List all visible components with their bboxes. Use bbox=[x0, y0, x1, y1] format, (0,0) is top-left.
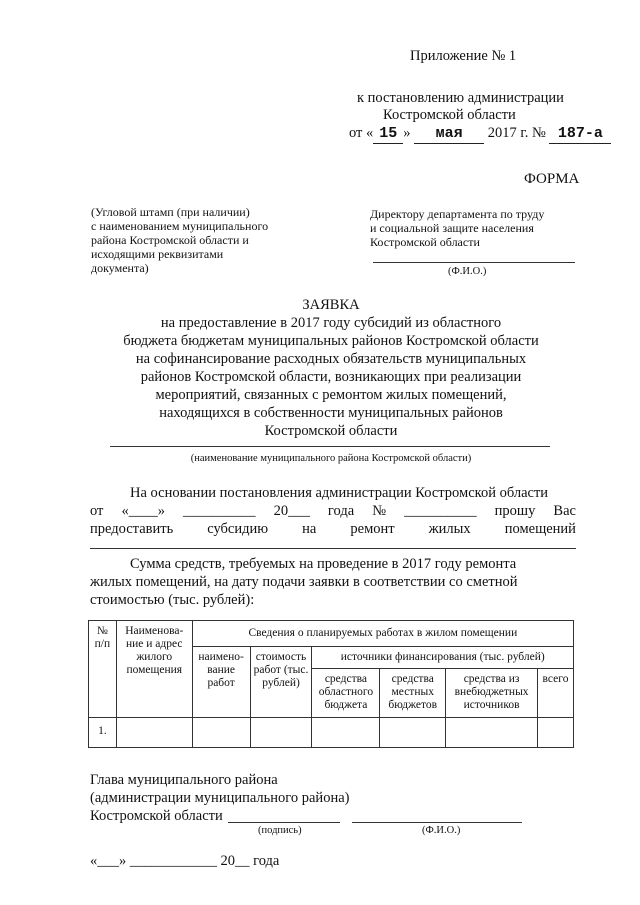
body-p1-line1: На основании постановления администрации Костромской области bbox=[130, 485, 549, 501]
cell-empty bbox=[380, 718, 446, 748]
word: субсидию bbox=[207, 521, 269, 537]
signature-sign-caption: (подпись) bbox=[258, 825, 302, 836]
cell-empty bbox=[192, 718, 250, 748]
cell-empty bbox=[116, 718, 192, 748]
th-src-local: средства местных бюджетов bbox=[380, 669, 446, 718]
cell-num: 1. bbox=[89, 718, 117, 748]
word: от bbox=[90, 503, 104, 519]
th-num: № п/п bbox=[89, 621, 117, 718]
cell-empty bbox=[250, 718, 312, 748]
body-p1-line2 bbox=[90, 502, 576, 520]
stamp-line: исходящими реквизитами bbox=[91, 247, 224, 261]
addressee-line: Костромской области bbox=[370, 235, 480, 249]
word: Вас bbox=[553, 503, 576, 519]
th-src-regional: средства областного бюджета bbox=[312, 669, 380, 718]
th-work-name: наимено-вание работ bbox=[192, 647, 250, 718]
stamp-block bbox=[91, 205, 268, 275]
word: прошу bbox=[494, 503, 536, 519]
cell-empty bbox=[312, 718, 380, 748]
stamp-line: документа) bbox=[91, 261, 149, 275]
appendix-ref-line1: к постановлению администрации bbox=[357, 90, 564, 106]
title-line: бюджета бюджетам муниципальных районов Костромской области bbox=[123, 333, 539, 349]
signature-line2: (администрации муниципального района) bbox=[90, 790, 350, 806]
signature-line1: Глава муниципального района bbox=[90, 772, 278, 788]
date-year: 2017 г. № bbox=[487, 125, 546, 141]
title-line: на софинансирование расходных обязательств муниципальных bbox=[135, 351, 527, 367]
works-table bbox=[88, 620, 574, 748]
date-day: 15 bbox=[373, 125, 403, 144]
application-title bbox=[88, 296, 574, 440]
word: __________ bbox=[183, 503, 256, 519]
form-label: ФОРМА bbox=[524, 171, 580, 187]
title-line: находящихся в собственности муниципальных районов bbox=[159, 405, 503, 421]
date-mid: » bbox=[403, 125, 411, 141]
body-p2-line1: Сумма средств, требуемых на проведение в 2017 году ремонта bbox=[130, 556, 517, 572]
appendix-date-line bbox=[349, 124, 611, 144]
signature-sign-line bbox=[228, 822, 340, 823]
date-prefix: от « bbox=[349, 125, 374, 141]
district-name-line bbox=[110, 446, 550, 447]
word: помещений bbox=[504, 521, 576, 537]
title-heading: ЗАЯВКА bbox=[302, 297, 360, 313]
date-month: мая bbox=[414, 125, 484, 144]
signature-date: «___» ____________ 20__ года bbox=[90, 853, 280, 869]
title-line: на предоставление в 2017 году субсидий из областного bbox=[160, 315, 502, 331]
appendix-title: Приложение № 1 bbox=[410, 48, 517, 64]
th-src-extra: средства из внебюджетных источников bbox=[446, 669, 538, 718]
th-sources: источники финансирования (тыс. рублей) bbox=[312, 647, 574, 669]
stamp-line: с наименованием муниципального bbox=[91, 219, 269, 233]
addressee-fio-line bbox=[373, 262, 575, 263]
cell-empty bbox=[538, 718, 574, 748]
word: года bbox=[327, 503, 355, 519]
signature-line3: Костромской области bbox=[90, 808, 223, 824]
word: предоставить bbox=[90, 521, 174, 537]
body-p2-line2: жилых помещений, на дату подачи заявки в соответствии со сметной bbox=[90, 574, 518, 590]
cell-empty bbox=[446, 718, 538, 748]
th-name: Наименова-ние и адрес жилого помещения bbox=[116, 621, 192, 718]
title-line: районов Костромской области, возникающих при реализации bbox=[140, 369, 522, 385]
signature-fio-caption: (Ф.И.О.) bbox=[422, 825, 461, 836]
addressee-line: и социальной защите населения bbox=[370, 221, 534, 235]
body-p2-line3: стоимостью (тыс. рублей): bbox=[90, 592, 255, 608]
addressee-line: Директору департамента по труду bbox=[370, 207, 545, 221]
word: 20___ bbox=[273, 503, 310, 519]
word: жилых bbox=[428, 521, 471, 537]
stamp-line: (Угловой штамп (при наличии) bbox=[91, 205, 250, 219]
th-group: Сведения о планируемых работах в жилом помещении bbox=[192, 621, 573, 647]
th-work-cost: стоимость работ (тыс. рублей) bbox=[250, 647, 312, 718]
order-number: 187-а bbox=[549, 125, 611, 144]
word: ремонт bbox=[350, 521, 395, 537]
body-p1-line3 bbox=[90, 520, 576, 538]
addressee-block bbox=[370, 207, 544, 249]
district-fill-line bbox=[90, 548, 576, 549]
title-line: мероприятий, связанных с ремонтом жилых помещений, bbox=[155, 387, 507, 403]
table-row bbox=[89, 718, 574, 748]
word: на bbox=[302, 521, 317, 537]
th-src-total: всего bbox=[538, 669, 574, 718]
appendix-ref-line2: Костромской области bbox=[383, 107, 516, 123]
stamp-line: района Костромской области и bbox=[91, 233, 249, 247]
district-name-caption: (наименование муниципального района Костромской области) bbox=[190, 453, 472, 464]
signature-fio-line bbox=[352, 822, 522, 823]
word: № bbox=[372, 503, 387, 519]
word: __________ bbox=[404, 503, 477, 519]
addressee-fio-caption: (Ф.И.О.) bbox=[448, 266, 487, 277]
title-line: Костромской области bbox=[264, 423, 398, 439]
word: «____» bbox=[121, 503, 165, 519]
